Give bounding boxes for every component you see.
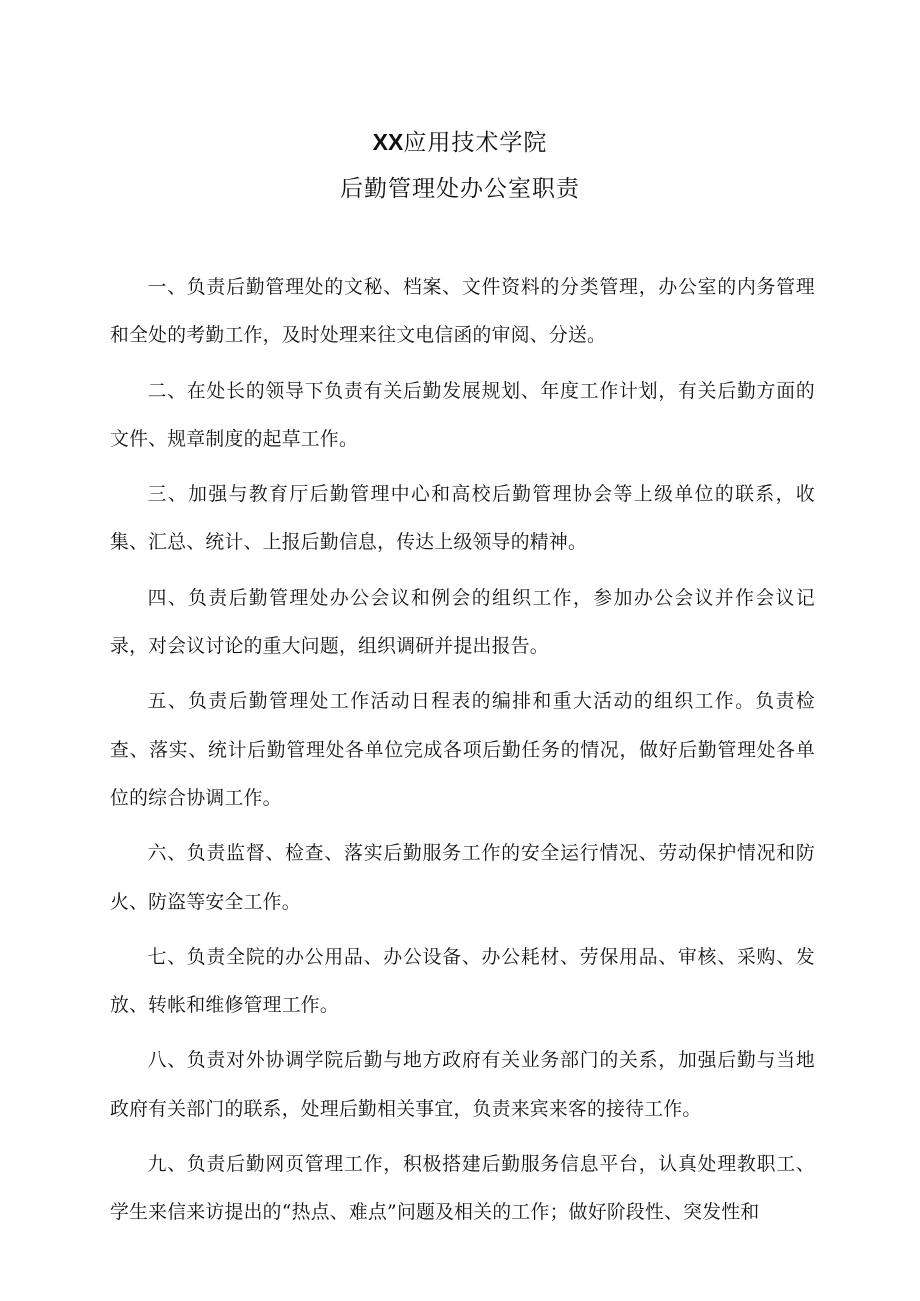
- document-title: [0, 125, 920, 160]
- paragraph-4: 四、负责后勤管理处办公会议和例会的组织工作，参加办公会议并作会议记录，对会议讨论的重大问题，组织调研并提出报告。: [110, 587, 815, 658]
- title-prefix: XX: [372, 129, 404, 155]
- paragraph-9: 九、负责后勤网页管理工作，积极搭建后勤服务信息平台，认真处理教职工、学生来信来访提出的“热点、难点”问题及相关的工作；做好阶段性、突发性和: [110, 1154, 815, 1224]
- paragraph-6: 六、负责监督、检查、落实后勤服务工作的安全运行情况、劳动保护情况和防火、防盗等安全工作。: [110, 843, 815, 913]
- title-rest: 应用技术学院: [403, 130, 548, 156]
- document-subtitle: 后勤管理处办公室职责: [340, 176, 580, 202]
- paragraph-7: 七、负责全院的办公用品、办公设备、办公耗材、劳保用品、审核、采购、发放、转帐和维修管理工作。: [110, 946, 815, 1017]
- paragraph-2: 二、在处长的领导下负责有关后勤发展规划、年度工作计划，有关后勤方面的文件、规章制度的起草工作。: [110, 380, 815, 450]
- document-body: [110, 264, 815, 1245]
- paragraph-3: 三、加强与教育厅后勤管理中心和高校后勤管理协会等上级单位的联系，收集、汇总、统计、上报后勤信息，传达上级领导的精神。: [110, 484, 815, 554]
- paragraph-1: 一、负责后勤管理处的文秘、档案、文件资料的分类管理，办公室的内务管理和全处的考勤工作，及时处理来往文电信函的审阅、分送。: [110, 277, 815, 347]
- paragraph-8: 八、负责对外协调学院后勤与地方政府有关业务部门的关系，加强后勤与当地政府有关部门的联系，处理后勤相关事宜，负责来宾来客的接待工作。: [110, 1050, 815, 1120]
- paragraph-5: 五、负责后勤管理处工作活动日程表的编排和重大活动的组织工作。负责检查、落实、统计后勤管理处各单位完成各项后勤任务的情况，做好后勤管理处各单位的综合协调工作。: [110, 691, 815, 809]
